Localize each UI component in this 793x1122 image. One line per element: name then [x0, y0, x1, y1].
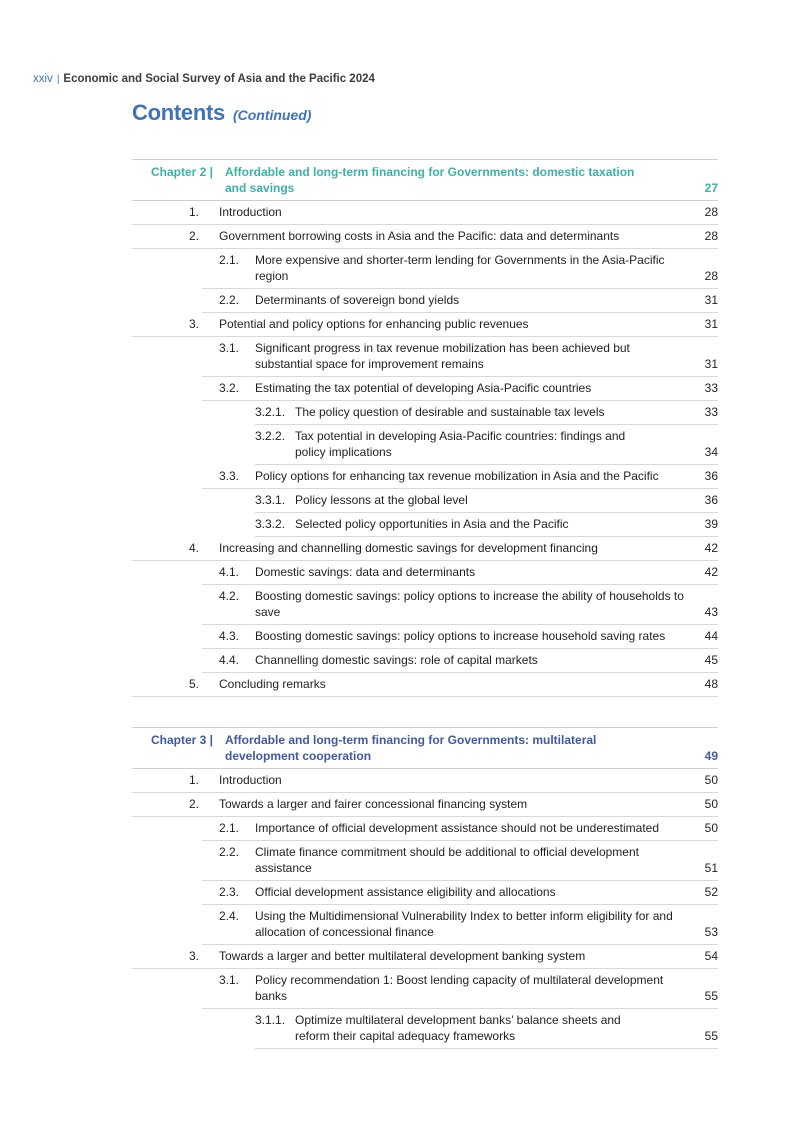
entry-number: 3.1.	[219, 341, 240, 355]
entry-title: Introduction	[219, 205, 282, 219]
entry-page-number: 31	[704, 357, 718, 371]
entry-page-number: 43	[704, 605, 718, 619]
book-title: Economic and Social Survey of Asia and the Pacific 2024	[63, 73, 375, 85]
entry-number: 3.3.2.	[255, 517, 286, 531]
entry-number: 4.1.	[219, 565, 240, 579]
entry-number: 3.1.	[219, 973, 240, 987]
toc-entry[interactable]	[132, 769, 718, 793]
entry-number: 3.2.1.	[255, 405, 286, 419]
toc-entry[interactable]	[202, 249, 718, 289]
toc-entry[interactable]	[202, 969, 718, 1009]
entry-number: 3.2.2.	[255, 429, 286, 443]
entry-number: 4.2.	[219, 589, 240, 603]
entry-page-number: 31	[704, 293, 718, 307]
contents-heading	[132, 100, 311, 126]
chapter-heading[interactable]	[132, 727, 718, 769]
entry-page-number: 36	[704, 469, 718, 483]
entry-page-number: 31	[704, 317, 718, 331]
toc-entry[interactable]	[255, 1009, 718, 1049]
entry-page-number: 34	[704, 445, 718, 459]
entry-title: Using the Multidimensional Vulnerability Index to better inform eligibility for and allocation of concessional finance	[255, 909, 673, 939]
entry-number: 5.	[189, 677, 200, 691]
entry-title: Selected policy opportunities in Asia and the Pacific	[295, 517, 569, 531]
toc-entry[interactable]	[255, 425, 718, 465]
entry-title: Tax potential in developing Asia-Pacific countries: findings and policy implications	[295, 429, 626, 459]
toc-entry[interactable]	[255, 513, 718, 537]
toc-entry[interactable]	[132, 313, 718, 337]
toc-entry[interactable]	[202, 337, 718, 377]
entry-page-number: 42	[704, 565, 718, 579]
entry-title: Increasing and channelling domestic savings for development financing	[219, 541, 598, 555]
chapter-page-number: 49	[704, 749, 718, 763]
entry-number: 2.4.	[219, 909, 240, 923]
entry-title: Official development assistance eligibility and allocations	[255, 885, 556, 899]
toc-entry[interactable]	[202, 561, 718, 585]
entry-title: Boosting domestic savings: policy options to increase the ability of households to save	[255, 589, 684, 619]
entry-number: 1.	[189, 205, 200, 219]
entry-number: 4.3.	[219, 629, 240, 643]
toc-entry[interactable]	[202, 465, 718, 489]
toc-entry[interactable]	[202, 649, 718, 673]
toc-entry[interactable]	[202, 625, 718, 649]
entry-page-number: 28	[704, 269, 718, 283]
toc-entry[interactable]	[202, 585, 718, 625]
contents-title: Contents	[132, 100, 225, 125]
toc-entry[interactable]	[132, 537, 718, 561]
entry-number: 4.	[189, 541, 200, 555]
chapter-title: Affordable and long-term financing for Governments: multilateral development cooperation	[225, 733, 597, 763]
entry-title: Boosting domestic savings: policy options to increase household saving rates	[255, 629, 666, 643]
entry-number: 2.2.	[219, 293, 240, 307]
entry-title: Domestic savings: data and determinants	[255, 565, 476, 579]
toc-entry[interactable]	[202, 881, 718, 905]
entry-title: Policy options for enhancing tax revenue mobilization in Asia and the Pacific	[255, 469, 659, 483]
chapter-page-number: 27	[704, 181, 718, 195]
entry-title: Towards a larger and fairer concessional financing system	[219, 797, 528, 811]
entry-page-number: 50	[704, 773, 718, 787]
toc-entry[interactable]	[132, 945, 718, 969]
chapter-label: Chapter 2 |	[151, 165, 214, 179]
entry-title: Towards a larger and better multilateral development banking system	[219, 949, 586, 963]
entry-number: 3.1.1.	[255, 1013, 286, 1027]
entry-page-number: 36	[704, 493, 718, 507]
entry-number: 2.	[189, 229, 200, 243]
entry-title: Climate finance commitment should be additional to official development assistance	[255, 845, 639, 875]
entry-title: Significant progress in tax revenue mobilization has been achieved but substantial space for improvement remains	[255, 341, 630, 371]
entry-page-number: 55	[704, 1029, 718, 1043]
toc-entry[interactable]	[202, 905, 718, 945]
entry-title: Potential and policy options for enhancing public revenues	[219, 317, 529, 331]
entry-number: 3.3.1.	[255, 493, 286, 507]
entry-title: More expensive and shorter-term lending for Governments in the Asia-Pacific region	[255, 253, 665, 283]
entry-title: Estimating the tax potential of developing Asia-Pacific countries	[255, 381, 592, 395]
toc-entry[interactable]	[132, 793, 718, 817]
entry-page-number: 51	[704, 861, 718, 875]
toc-entry[interactable]	[255, 401, 718, 425]
entry-page-number: 50	[704, 797, 718, 811]
entry-number: 3.2.	[219, 381, 240, 395]
entry-page-number: 55	[704, 989, 718, 1003]
entry-page-number: 28	[704, 205, 718, 219]
toc-entry[interactable]	[202, 289, 718, 313]
entry-number: 2.	[189, 797, 200, 811]
chapter-gap	[132, 697, 718, 727]
toc-entry[interactable]	[132, 673, 718, 697]
chapter-title: Affordable and long-term financing for Governments: domestic taxation and savings	[225, 165, 635, 195]
entry-title: Channelling domestic savings: role of capital markets	[255, 653, 538, 667]
header-separator: |	[56, 74, 60, 85]
entry-number: 3.	[189, 949, 200, 963]
entry-page-number: 33	[704, 381, 718, 395]
entry-number: 3.3.	[219, 469, 240, 483]
entry-page-number: 28	[704, 229, 718, 243]
entry-title: Determinants of sovereign bond yields	[255, 293, 460, 307]
toc-entry[interactable]	[255, 489, 718, 513]
table-of-contents	[132, 159, 718, 1049]
entry-page-number: 48	[704, 677, 718, 691]
toc-entry[interactable]	[202, 841, 718, 881]
entry-page-number: 45	[704, 653, 718, 667]
entry-number: 2.1.	[219, 253, 240, 267]
entry-title: Policy lessons at the global level	[295, 493, 468, 507]
entry-title: The policy question of desirable and sustainable tax levels	[295, 405, 605, 419]
entry-page-number: 33	[704, 405, 718, 419]
continued-label: (Continued)	[232, 107, 312, 123]
page-number: xxiv	[33, 73, 53, 85]
entry-page-number: 54	[704, 949, 718, 963]
entry-page-number: 50	[704, 821, 718, 835]
entry-title: Optimize multilateral development banks’ balance sheets and reform their capital adequacy frameworks	[295, 1013, 621, 1043]
entry-title: Introduction	[219, 773, 282, 787]
toc-entry[interactable]	[202, 817, 718, 841]
running-header	[33, 73, 375, 85]
toc-entry[interactable]	[202, 377, 718, 401]
entry-number: 2.3.	[219, 885, 240, 899]
toc-entry[interactable]	[132, 225, 718, 249]
entry-number: 1.	[189, 773, 200, 787]
entry-page-number: 42	[704, 541, 718, 555]
entry-number: 2.1.	[219, 821, 240, 835]
entry-page-number: 44	[704, 629, 718, 643]
entry-title: Concluding remarks	[219, 677, 326, 691]
entry-title: Importance of official development assistance should not be underestimated	[255, 821, 660, 835]
entry-number: 3.	[189, 317, 200, 331]
entry-page-number: 53	[704, 925, 718, 939]
entry-number: 4.4.	[219, 653, 240, 667]
entry-page-number: 52	[704, 885, 718, 899]
entry-title: Government borrowing costs in Asia and the Pacific: data and determinants	[219, 229, 620, 243]
entry-title: Policy recommendation 1: Boost lending capacity of multilateral development banks	[255, 973, 664, 1003]
entry-page-number: 39	[704, 517, 718, 531]
chapter-heading[interactable]	[132, 159, 718, 201]
toc-entry[interactable]	[132, 201, 718, 225]
chapter-label: Chapter 3 |	[151, 733, 214, 747]
entry-number: 2.2.	[219, 845, 240, 859]
